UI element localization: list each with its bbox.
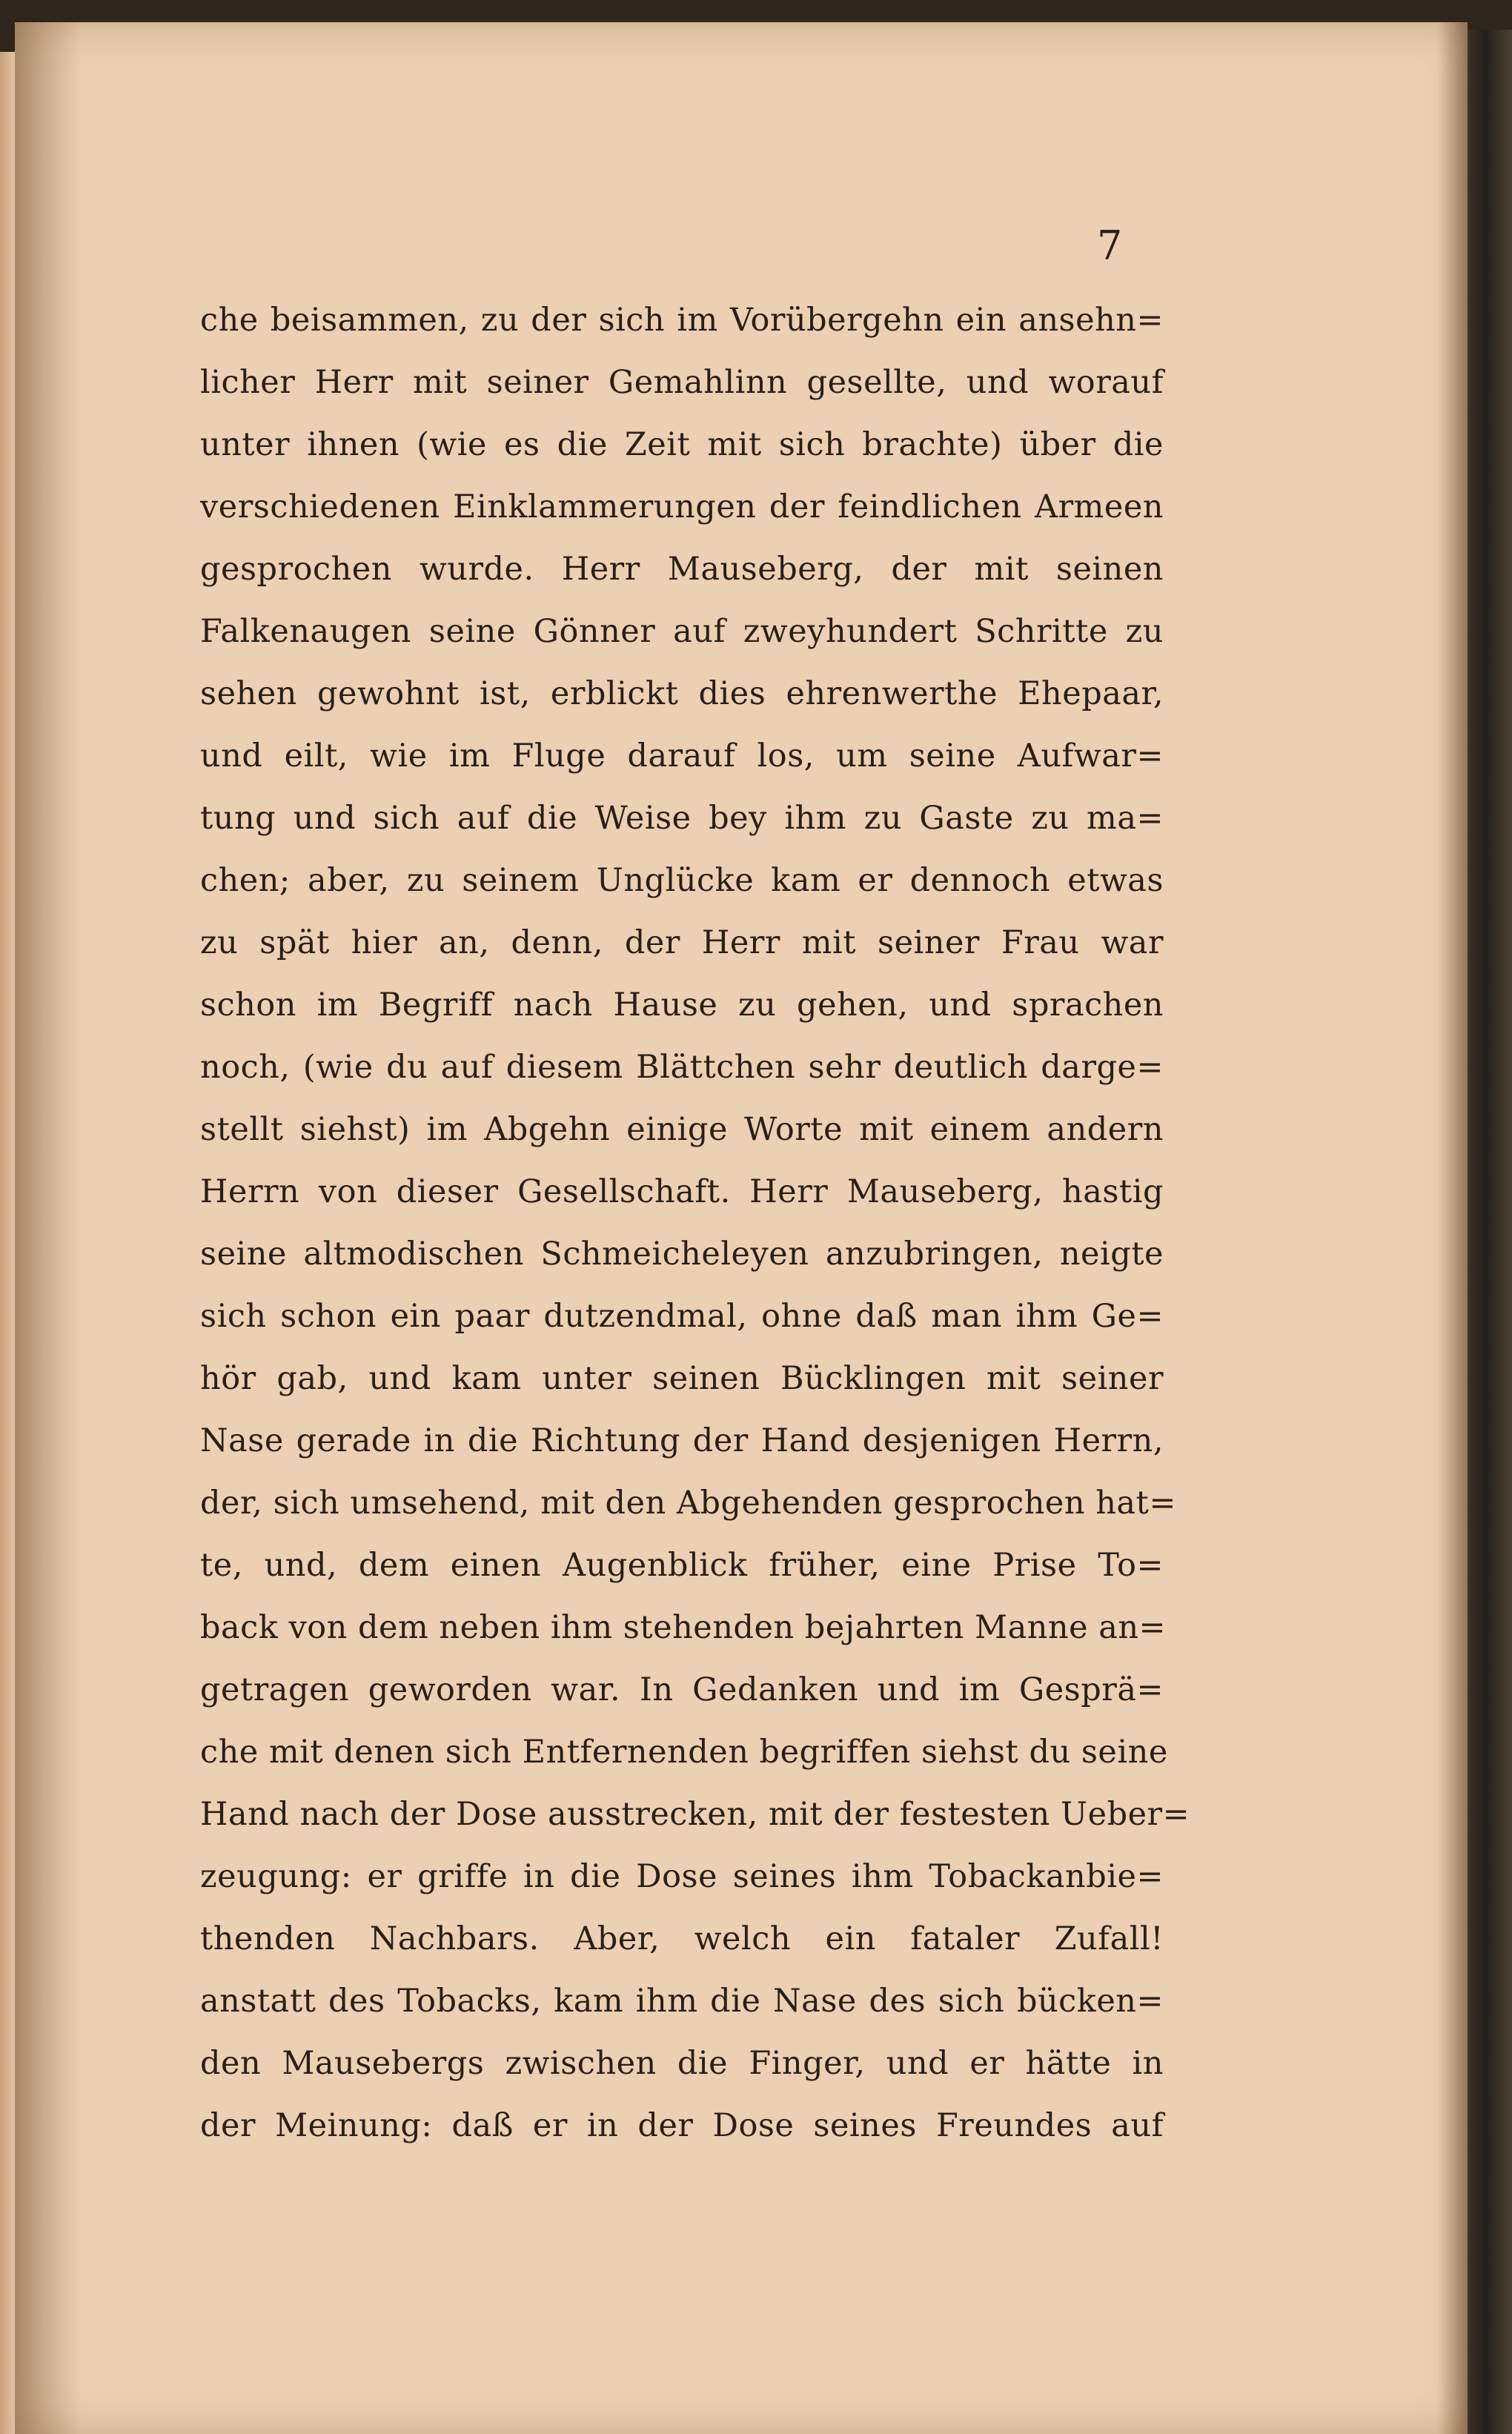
text-line: chen; aber, zu seinem Unglücke kam er dennoch etwas	[200, 862, 1164, 899]
body-text	[200, 289, 1190, 2157]
text-line: hör gab, und kam unter seinen Bücklingen mit seiner	[200, 1360, 1164, 1397]
text-line: und eilt, wie im Fluge darauf los, um seine Aufwar=	[200, 737, 1164, 775]
text-line: der Meinung: daß er in der Dose seines Freundes auf	[200, 2107, 1164, 2144]
page-edge-shadow	[1438, 22, 1468, 2434]
text-line: Nase gerade in die Richtung der Hand desjenigen Herrn,	[200, 1422, 1164, 1459]
text-line: licher Herr mit seiner Gemahlinn gesellte, und worauf	[200, 364, 1164, 401]
text-line: tung und sich auf die Weise bey ihm zu Gaste zu ma=	[200, 800, 1164, 837]
text-line: schon im Begriff nach Hause zu gehen, und sprachen	[200, 986, 1164, 1024]
text-line: che mit denen sich Entfernenden begriffen siehst du seine	[200, 1734, 1168, 1771]
text-line: Herrn von dieser Gesellschaft. Herr Mauseberg, hastig	[200, 1173, 1164, 1210]
page-number: 7	[1097, 222, 1123, 269]
text-line: der, sich umsehend, mit den Abgehenden gesprochen hat=	[200, 1485, 1176, 1522]
text-line: verschiedenen Einklammerungen der feindlichen Armeen	[200, 488, 1164, 525]
text-line: che beisammen, zu der sich im Vorübergehn ein ansehn=	[200, 302, 1164, 339]
text-line: seine altmodischen Schmeicheleyen anzubringen, neigte	[200, 1236, 1164, 1273]
text-line: gesprochen wurde. Herr Mauseberg, der mit seinen	[200, 551, 1164, 588]
text-line: zeugung: er griffe in die Dose seines ihm Tobackanbie=	[200, 1858, 1164, 1895]
text-line: stellt siehst) im Abgehn einige Worte mit einem andern	[200, 1111, 1164, 1148]
text-line: den Mausebergs zwischen die Finger, und er hätte in	[200, 2045, 1164, 2082]
text-line: unter ihnen (wie es die Zeit mit sich brachte) über die	[200, 426, 1164, 463]
text-line: sich schon ein paar dutzendmal, ohne daß man ihm Ge=	[200, 1298, 1164, 1335]
text-line: anstatt des Tobacks, kam ihm die Nase des sich bücken=	[200, 1983, 1164, 2020]
text-line: sehen gewohnt ist, erblickt dies ehrenwerthe Ehepaar,	[200, 675, 1164, 712]
left-page-edge	[0, 52, 15, 2434]
text-line: Falkenaugen seine Gönner auf zweyhundert Schritte zu	[200, 613, 1164, 650]
text-line: te, und, dem einen Augenblick früher, eine Prise To=	[200, 1547, 1164, 1584]
text-line: back von dem neben ihm stehenden bejahrten Manne an=	[200, 1609, 1167, 1646]
text-line: noch, (wie du auf diesem Blättchen sehr deutlich darge=	[200, 1049, 1164, 1086]
text-line: getragen geworden war. In Gedanken und im Gesprä=	[200, 1671, 1164, 1708]
gutter-shadow	[15, 22, 82, 2434]
text-line: Hand nach der Dose ausstrecken, mit der festesten Ueber=	[200, 1796, 1190, 1833]
text-line: thenden Nachbars. Aber, welch ein fataler Zufall!	[200, 1920, 1164, 1957]
book-binding	[1468, 30, 1512, 2434]
text-line: zu spät hier an, denn, der Herr mit seiner Frau war	[200, 924, 1164, 961]
